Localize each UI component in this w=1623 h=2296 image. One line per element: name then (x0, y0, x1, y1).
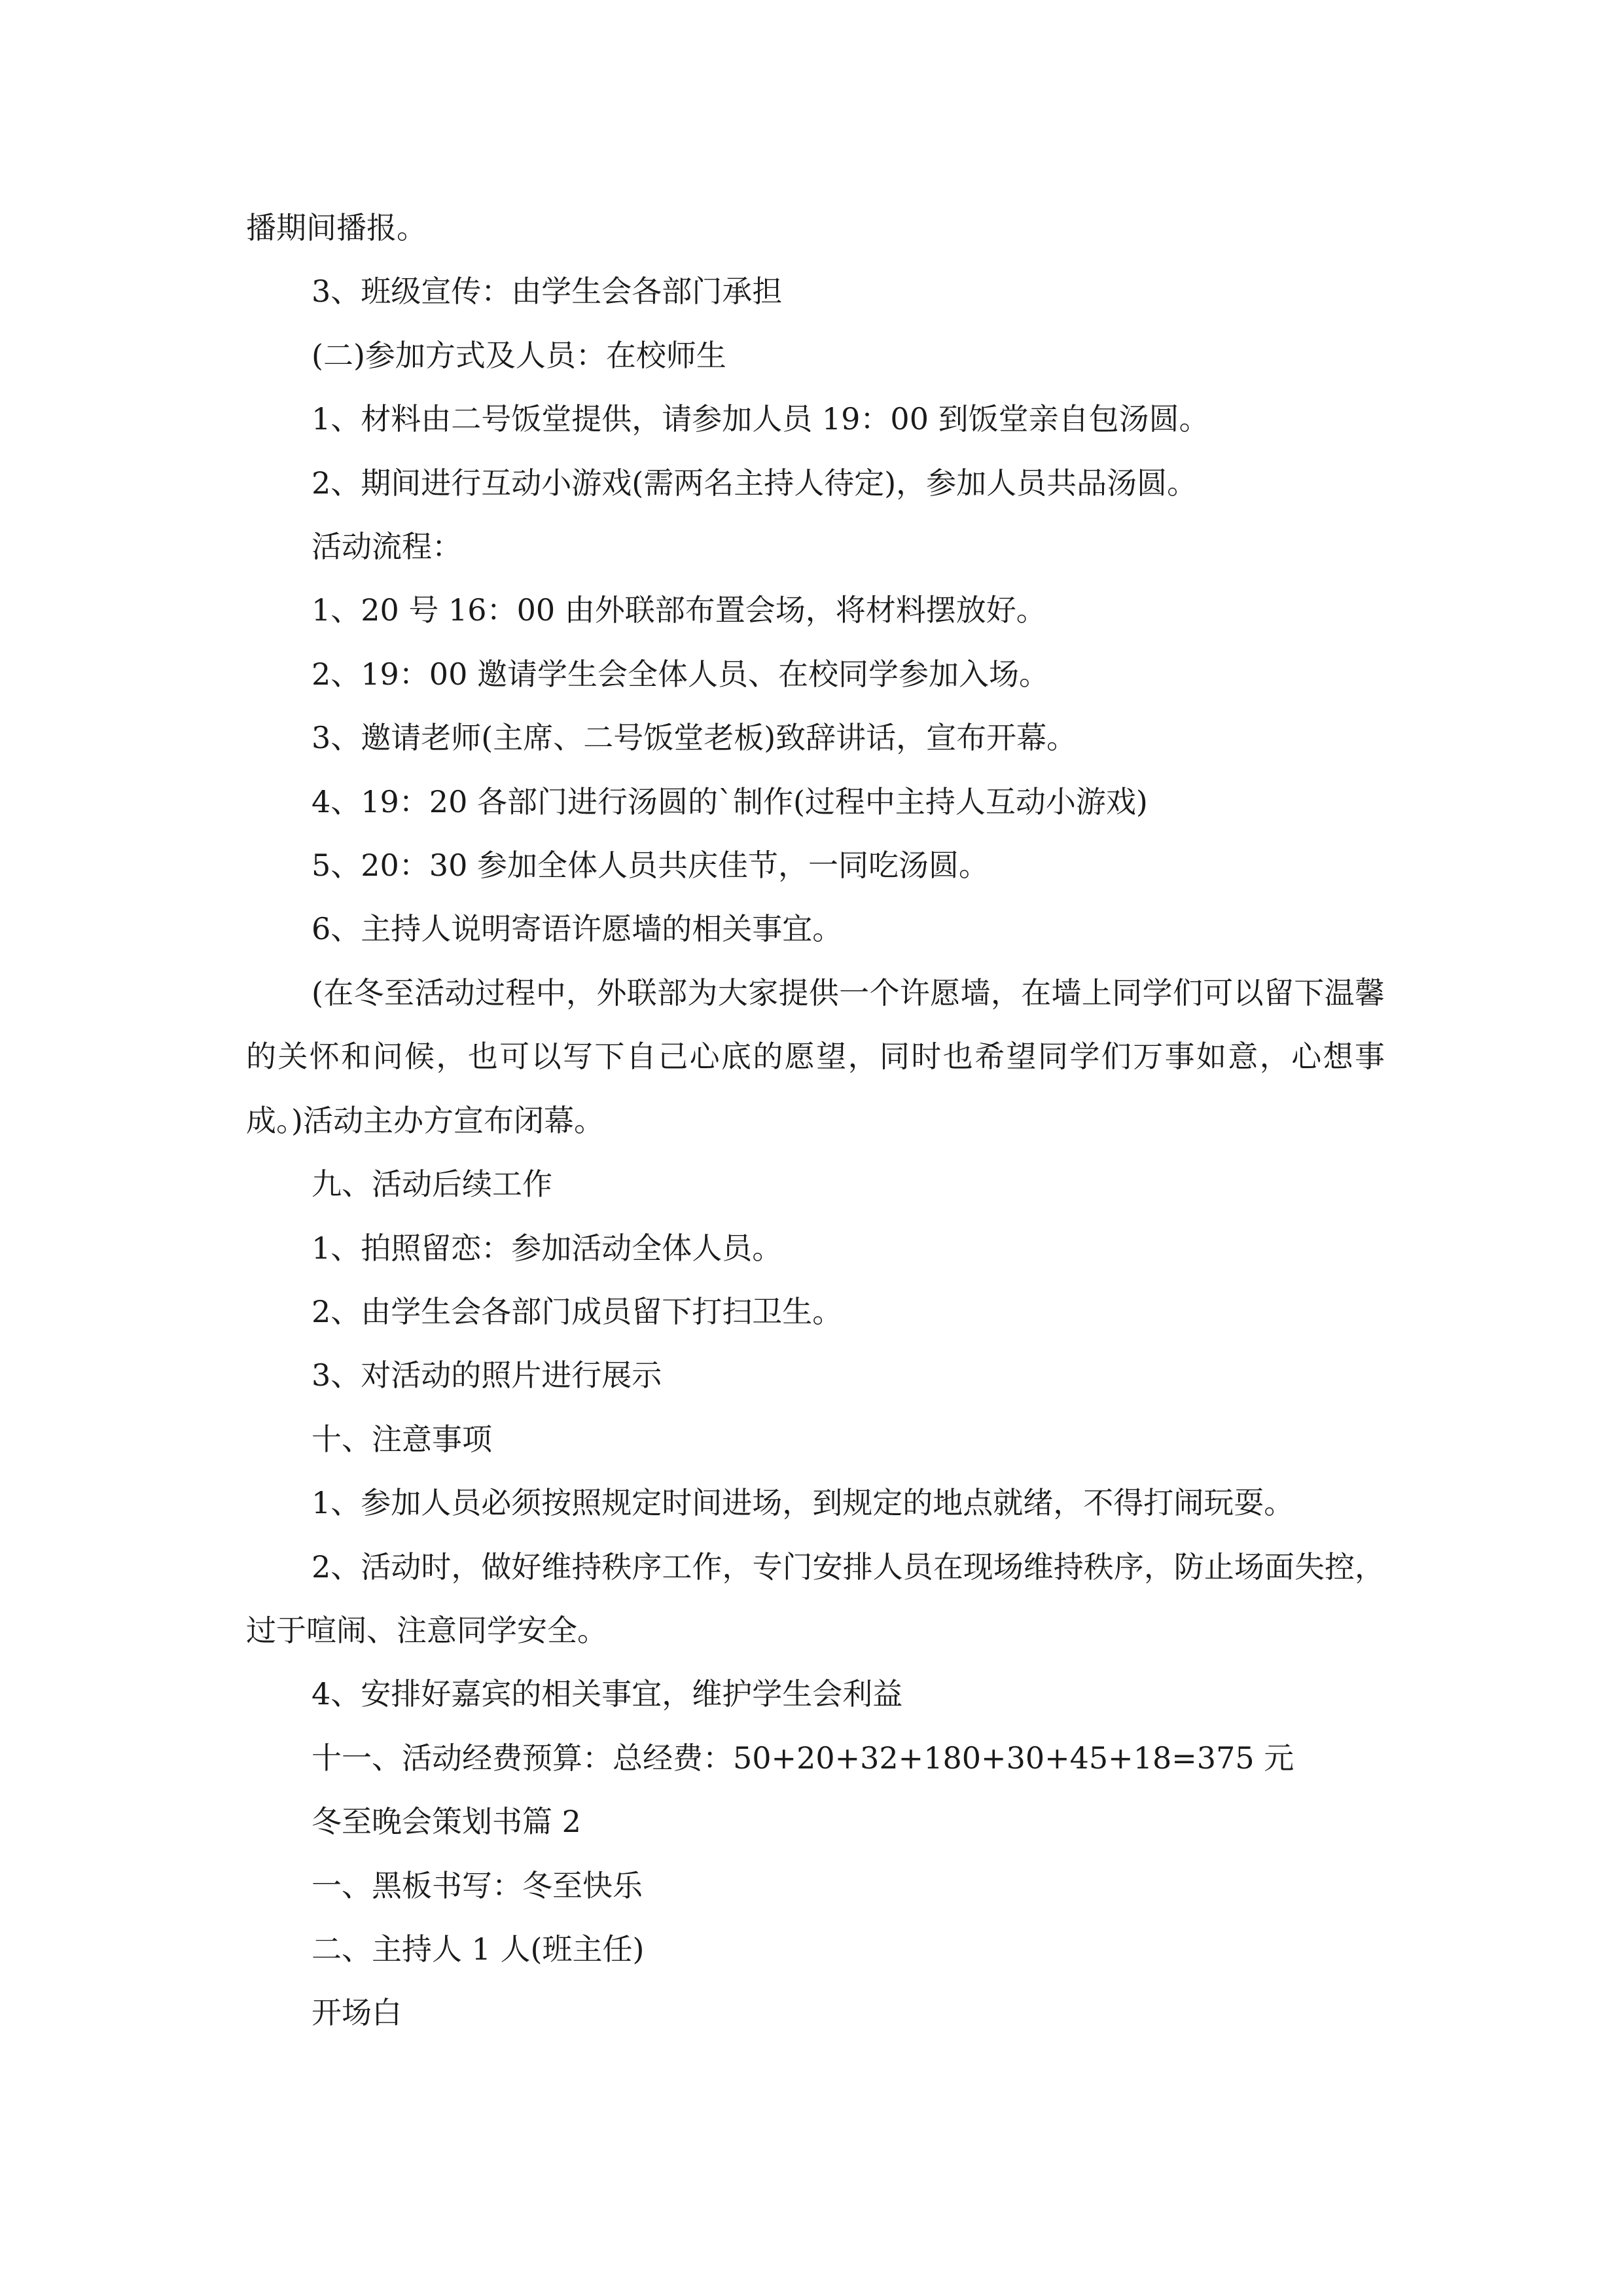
paragraph: (二)参加方式及人员：在校师生 (312, 337, 726, 373)
paragraph: 6、主持人说明寄语许愿墙的相关事宜。 (312, 911, 843, 947)
paragraph: 1、参加人员必须按照规定时间进场，到规定的地点就绪，不得打闹玩耍。 (312, 1485, 1294, 1521)
paragraph: 十、注意事项 (312, 1421, 492, 1457)
paragraph: 一、黑板书写：冬至快乐 (312, 1867, 643, 1903)
paragraph: 开场白 (312, 1995, 402, 2031)
paragraph: 4、19：20 各部门进行汤圆的`制作(过程中主持人互动小游戏) (312, 783, 1148, 819)
paragraph: 3、邀请老师(主席、二号饭堂老板)致辞讲话，宣布开幕。 (312, 720, 1077, 756)
paragraph: 4、安排好嘉宾的相关事宜，维护学生会利益 (312, 1676, 903, 1712)
paragraph: 3、班级宣传：由学生会各部门承担 (312, 274, 783, 310)
paragraph: 十一、活动经费预算：总经费：50+20+32+180+30+45+18=375 元 (312, 1740, 1294, 1776)
paragraph: 活动流程： (312, 529, 462, 565)
paragraph: 2、由学生会各部门成员留下打扫卫生。 (312, 1293, 843, 1329)
paragraph: 2、期间进行互动小游戏(需两名主持人待定)，参加人员共品汤圆。 (312, 465, 1198, 501)
paragraph: 2、活动时，做好维持秩序工作，专门安排人员在现场维持秩序，防止场面失控，过于喧闹、注意同学安全。 (246, 1549, 1385, 1648)
paragraph: 九、活动后续工作 (312, 1166, 552, 1202)
document-body (246, 196, 1385, 2045)
paragraph: 播期间播报。 (246, 210, 427, 245)
paragraph: 1、20 号 16：00 由外联部布置会场，将材料摆放好。 (312, 592, 1046, 628)
paragraph: 3、对活动的照片进行展示 (312, 1357, 662, 1393)
paragraph: 冬至晚会策划书篇 2 (312, 1804, 581, 1840)
paragraph: 2、19：00 邀请学生会全体人员、在校同学参加入场。 (312, 656, 1049, 692)
paragraph: (在冬至活动过程中，外联部为大家提供一个许愿墙，在墙上同学们可以留下温馨的关怀和问候，也可以写下自己心底的愿望，同时也希望同学们万事如意，心想事成。)活动主办方宣布闭幕。 (246, 975, 1385, 1138)
paragraph: 1、拍照留恋：参加活动全体人员。 (312, 1230, 783, 1266)
paragraph: 二、主持人 1 人(班主任) (312, 1931, 645, 1967)
paragraph: 5、20：30 参加全体人员共庆佳节，一同吃汤圆。 (312, 848, 989, 884)
paragraph: 1、材料由二号饭堂提供，请参加人员 19：00 到饭堂亲自包汤圆。 (312, 401, 1209, 437)
